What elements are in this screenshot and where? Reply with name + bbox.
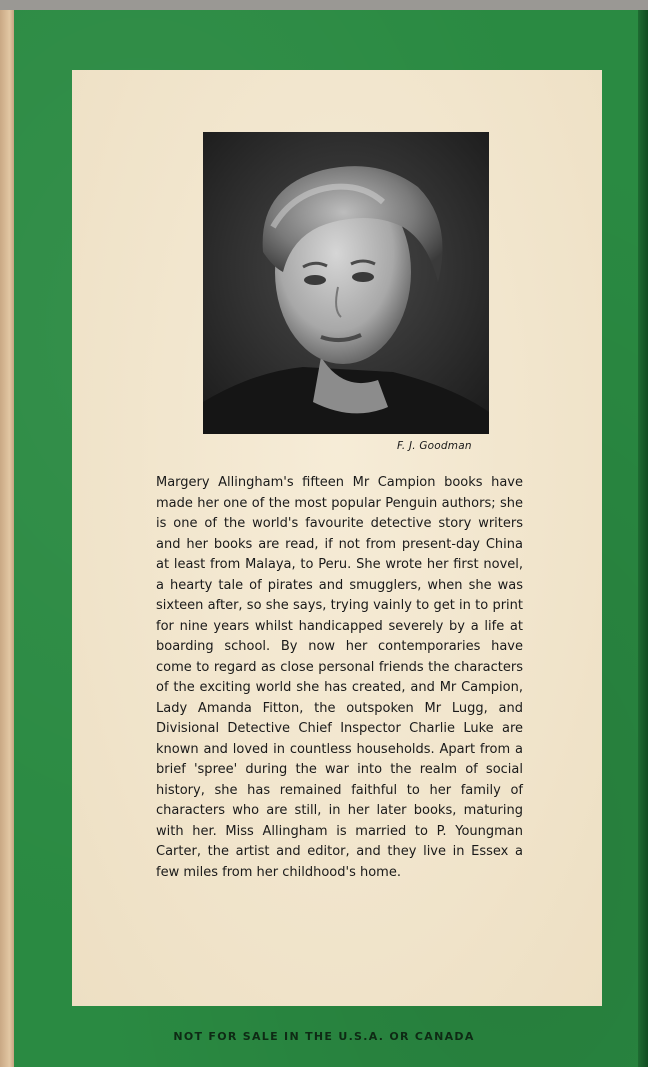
text-panel [72, 70, 602, 1006]
photo-credit: F. J. Goodman [397, 440, 472, 452]
cover-right-edge [638, 10, 648, 1067]
author-biography: Margery Allingham's fifteen Mr Campion books have made her one of the most popular Penguin authors; she is one of the world's favourite detective story writers and her books are read, if not from present-day China at least from Malaya, to Peru. She wrote her first novel, a hearty tale of pirates and smugglers, when she was sixteen after, so she says, trying vainly to get in to print for nine years whilst handicapped severely by a life at boarding school. By now her contemporaries have come to regard as close personal friends the characters of the exciting world she has created, and Mr Campion, Lady Amanda Fitton, the outspoken Mr Lugg, and Divisional Detective Chief Inspector Charlie Luke are known and loved in countless households. Apart from a brief 'spree' during the war into the realm of social history, she has remained faithful to her family of characters who are still, in her later books, maturing with her. Miss Allingham is married to P. Youngman Carter, the artist and editor, and they live in Essex a few miles from her childhood's home. [156, 475, 523, 880]
portrait-image [203, 132, 489, 434]
author-portrait [203, 132, 489, 434]
sale-restriction-notice: NOT FOR SALE IN THE U.S.A. OR CANADA [173, 1030, 475, 1043]
